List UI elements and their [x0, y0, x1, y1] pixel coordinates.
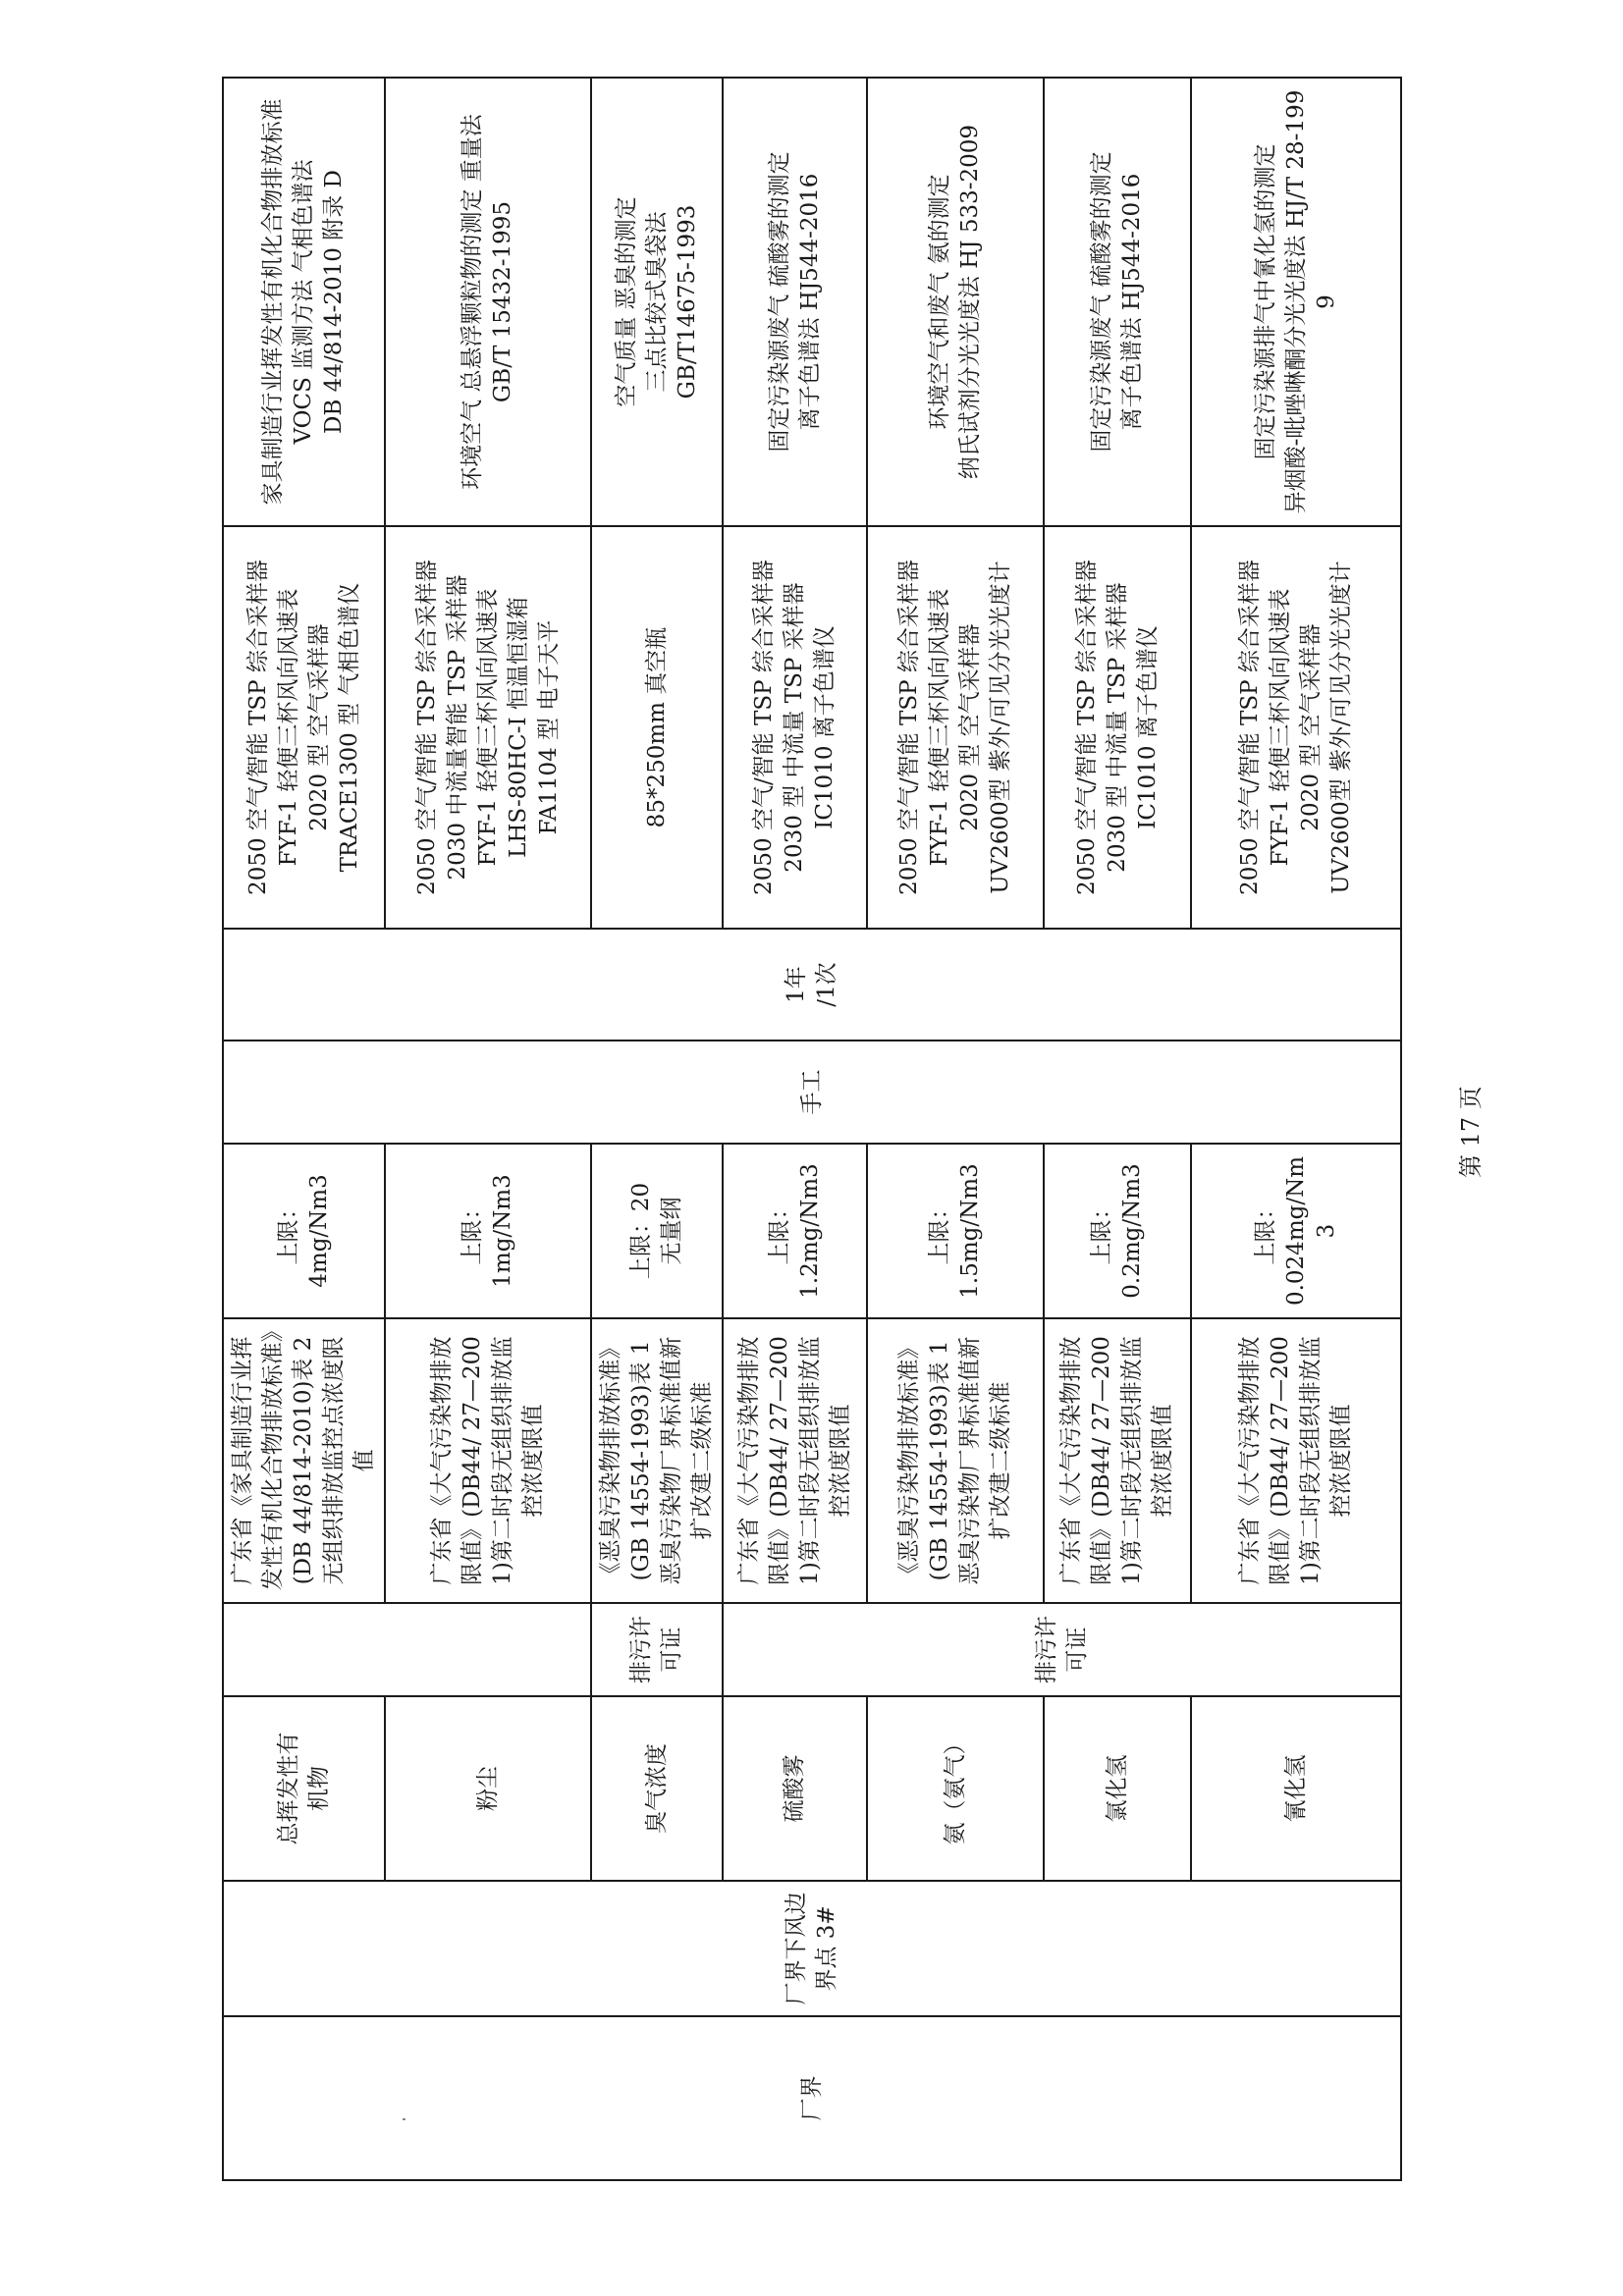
- limit-cell: 上限： 1.5mg/Nm3: [867, 1144, 1044, 1318]
- standard-cell: 广东省《家具制造行业挥发性有机化合物排放标准》(DB 44/814-2010)表 2 无组织排放监控点浓度限值: [223, 1318, 385, 1603]
- equipment-cell: 2050 空气/智能 TSP 综合采样器 2030 型 中流量 TSP 采样器 IC1010 离子色谱仪: [723, 526, 867, 929]
- pollutant-cell: 氰化氢: [1191, 1696, 1401, 1881]
- standard-cell: 《恶臭污染物排放标准》(GB 14554-1993)表 1 恶臭污染物厂界标准值新扩改建二级标准: [867, 1318, 1044, 1603]
- analysis-cell: 环境空气 总悬浮颗粒物的测定 重量法 GB/T 15432-1995: [385, 78, 591, 526]
- page-number: 第 17 页: [1457, 1086, 1485, 1178]
- rotated-table-wrapper: [222, 79, 1386, 2181]
- limit-cell: 上限： 1.2mg/Nm3: [723, 1144, 867, 1318]
- limit-cell: 上限： 1mg/Nm3: [385, 1144, 591, 1318]
- equipment-cell: 2050 空气/智能 TSP 综合采样器 FYF-1 轻便三杯风向风速表 2020 型 空气采样器 TRACE1300 型 气相色谱仪: [223, 526, 385, 929]
- equipment-cell: 85*250mm 真空瓶: [591, 526, 723, 929]
- analysis-cell: 固定污染源排气中氰化氢的测定 异烟酸-吡唑啉酮分光光度法 HJ/T 28-1999: [1191, 78, 1401, 526]
- analysis-cell: 环境空气和废气 氨的测定 纳氏试剂分光光度法 HJ 533-2009: [867, 78, 1044, 526]
- limit-cell: 上限：20 无量纲: [591, 1144, 723, 1318]
- basis-cell: [223, 1603, 591, 1696]
- point-cell: 厂界下风边 界点 3#: [223, 1881, 1401, 2016]
- scan-speck: [403, 2118, 406, 2120]
- standard-cell: 广东省《大气污染物排放限值》(DB44/ 27—2001)第二时段无组织排放监控浓度限值: [723, 1318, 867, 1603]
- monitoring-table: [222, 77, 1402, 2181]
- limit-cell: 上限： 4mg/Nm3: [223, 1144, 385, 1318]
- pollutant-cell: 粉尘: [385, 1696, 591, 1881]
- standard-cell: 《恶臭污染物排放标准》(GB 14554-1993)表 1 恶臭污染物厂界标准值新扩改建二级标准: [591, 1318, 723, 1603]
- equipment-cell: 2050 空气/智能 TSP 综合采样器 FYF-1 轻便三杯风向风速表 2020 型 空气采样器 UV2600型 紫外/可见分光光度计: [867, 526, 1044, 929]
- standard-cell: 广东省《大气污染物排放限值》(DB44/ 27—2001)第二时段无组织排放监控浓度限值: [1044, 1318, 1191, 1603]
- basis-cell: 排污许可证: [591, 1603, 723, 1696]
- method-cell: 手工: [223, 1041, 1401, 1144]
- basis-cell: 排污许可证: [723, 1603, 1401, 1696]
- pollutant-cell: 氨（氨气）: [867, 1696, 1044, 1881]
- limit-cell: 上限： 0.2mg/Nm3: [1044, 1144, 1191, 1318]
- limit-cell: 上限： 0.024mg/Nm3: [1191, 1144, 1401, 1318]
- standard-cell: 广东省《大气污染物排放限值》(DB44/ 27—2001)第二时段无组织排放监控浓度限值: [1191, 1318, 1401, 1603]
- table-row: [223, 78, 385, 2180]
- pollutant-cell: 氯化氢: [1044, 1696, 1191, 1881]
- analysis-cell: 空气质量 恶臭的测定 三点比较式臭袋法 GB/T14675-1993: [591, 78, 723, 526]
- standard-cell: 广东省《大气污染物排放限值》(DB44/ 27—2001)第二时段无组织排放监控浓度限值: [385, 1318, 591, 1603]
- pollutant-cell: 总挥发性有 机物: [223, 1696, 385, 1881]
- equipment-cell: 2050 空气/智能 TSP 综合采样器 FYF-1 轻便三杯风向风速表 2020 型 空气采样器 UV2600型 紫外/可见分光光度计: [1191, 526, 1401, 929]
- equipment-cell: 2050 空气/智能 TSP 综合采样器 2030 中流量智能 TSP 采样器 FYF-1 轻便三杯风向风速表 LHS-80HC-I 恒温恒湿箱 FA1104 型 电子天平: [385, 526, 591, 929]
- area-cell: 厂界: [223, 2016, 1401, 2180]
- frequency-cell: 1年 /1次: [223, 929, 1401, 1041]
- analysis-cell: 家具制造行业挥发性有机化合物排放标准 VOCS 监测方法 气相色谱法 DB 44/814-2010 附录 D: [223, 78, 385, 526]
- analysis-cell: 固定污染源废气 硫酸雾的测定 离子色谱法 HJ544-2016: [723, 78, 867, 526]
- equipment-cell: 2050 空气/智能 TSP 综合采样器 2030 型 中流量 TSP 采样器 IC1010 离子色谱仪: [1044, 526, 1191, 929]
- pollutant-cell: 臭气浓度: [591, 1696, 723, 1881]
- analysis-cell: 固定污染源废气 硫酸雾的测定 离子色谱法 HJ544-2016: [1044, 78, 1191, 526]
- pollutant-cell: 硫酸雾: [723, 1696, 867, 1881]
